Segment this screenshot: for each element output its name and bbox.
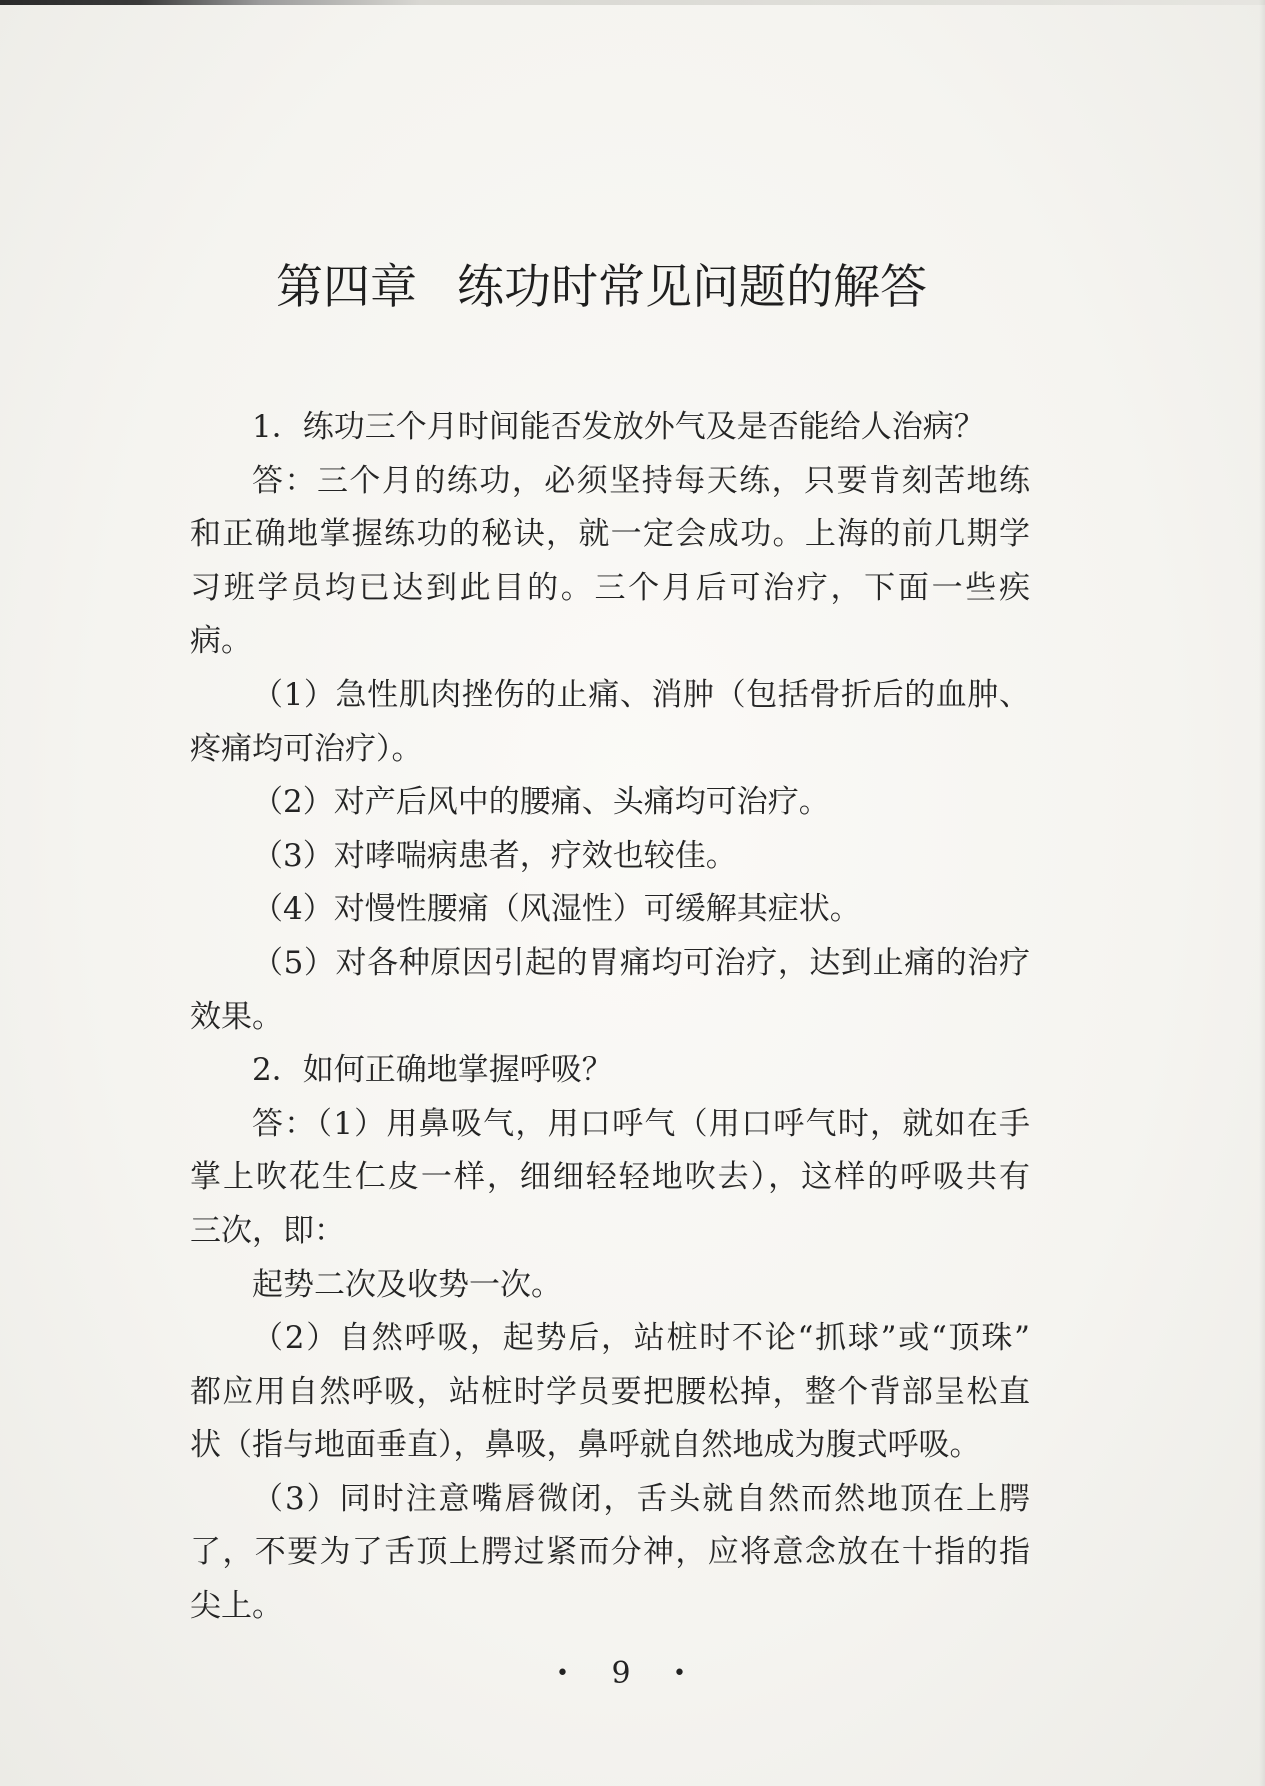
answer-line: 掌上吹花生仁皮一样，细细轻轻地吹去），这样的呼吸共有 [190, 1159, 1030, 1196]
chapter-body [190, 401, 1030, 1634]
answer-line: 和正确地掌握练功的秘诀，就一定会成功。上海的前几期学 [190, 516, 1030, 553]
answer-line: 答：三个月的练功，必须坚持每天练，只要肯刻苦地练 [252, 462, 1030, 499]
answer-paragraph [190, 455, 1030, 669]
answer-line: 习班学员均已达到此目的。三个月后可治疗，下面一些疾 [190, 569, 1030, 606]
question-heading: 1．练功三个月时间能否发放外气及是否能给人治病？ [252, 409, 985, 445]
scan-top-edge [0, 0, 1265, 5]
answer-line: （3）同时注意嘴唇微闭，舌头就自然而然地顶在上腭 [252, 1480, 1030, 1517]
answer-line: 起势二次及收势一次。 [252, 1266, 562, 1303]
answer-paragraph [190, 1098, 1030, 1259]
answer-line: 三次，即： [190, 1212, 345, 1249]
scan-right-edge [1259, 0, 1265, 1786]
question-heading: 2．如何正确地掌握呼吸？ [252, 1052, 613, 1089]
list-item [190, 883, 1030, 937]
list-item-line: 疼痛均可治疗）。 [190, 730, 423, 767]
page-number-left-mark: • [556, 1660, 569, 1686]
page-number: 9 [611, 1655, 631, 1691]
list-item [190, 669, 1030, 776]
list-item-line: （4）对慢性腰痛（风湿性）可缓解其症状。 [252, 891, 861, 928]
list-item-line: （3）对哮喘病患者，疗效也较佳。 [252, 837, 737, 874]
chapter-number: 第四章 [276, 260, 417, 315]
list-item [190, 937, 1030, 1044]
answer-line: 都应用自然呼吸，站桩时学员要把腰松掉，整个背部呈松直 [190, 1373, 1030, 1410]
answer-line: 答：（1）用鼻吸气，用口呼气（用口呼气时，就如在手 [252, 1105, 1030, 1142]
answer-line: 尖上。 [190, 1588, 283, 1625]
answer-line: （2）自然呼吸，起势后，站桩时不论“抓球”或“顶珠” [252, 1320, 1030, 1357]
answer-paragraph [190, 1312, 1030, 1473]
answer-line: 状（指与地面垂直），鼻吸，鼻呼就自然地成为腹式呼吸。 [190, 1427, 981, 1464]
list-item-line: （2）对产后风中的腰痛、头痛均可治疗。 [252, 784, 830, 821]
answer-line: 了，不要为了舌顶上腭过紧而分神，应将意念放在十指的指 [190, 1534, 1030, 1571]
question-1 [190, 401, 1030, 455]
answer-paragraph [190, 1259, 1030, 1313]
list-item [190, 830, 1030, 884]
list-item-line: 效果。 [190, 998, 283, 1035]
chapter-heading [276, 256, 927, 320]
page-number-right-mark: • [673, 1660, 686, 1686]
list-item-line: （5）对各种原因引起的胃痛均可治疗，达到止痛的治疗 [252, 944, 1030, 981]
question-2 [190, 1044, 1030, 1098]
page-footer [556, 1650, 686, 1696]
list-item-line: （1）急性肌肉挫伤的止痛、消肿（包括骨折后的血肿、 [252, 676, 1030, 713]
answer-line: 病。 [190, 623, 252, 660]
chapter-title: 练功时常见问题的解答 [457, 260, 927, 315]
answer-paragraph [190, 1473, 1030, 1634]
list-item [190, 776, 1030, 830]
